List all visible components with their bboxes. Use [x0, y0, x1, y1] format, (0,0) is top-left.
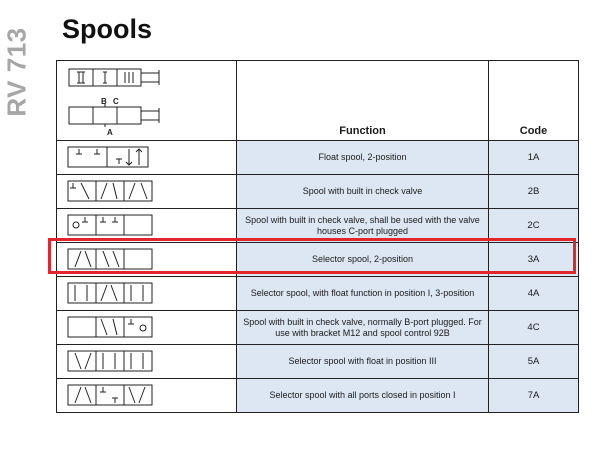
port-label-b: B — [101, 97, 107, 106]
function-cell: Selector spool with all ports closed in position I — [237, 379, 489, 413]
function-column-header: Function — [237, 61, 489, 141]
spool-symbol — [57, 175, 237, 209]
page-title: Spools — [62, 14, 153, 44]
code-cell: 3A — [489, 243, 579, 277]
spool-symbol — [57, 209, 237, 243]
code-column-header: Code — [489, 61, 579, 141]
table-row — [57, 277, 579, 311]
spool-symbol — [57, 311, 237, 345]
function-cell: Selector spool, with float function in position I, 3-position — [237, 277, 489, 311]
side-code-label — [2, 22, 32, 122]
function-cell: Spool with built in check valve, shall be used with the valve houses C-port plugged — [237, 209, 489, 243]
code-cell: 4A — [489, 277, 579, 311]
spool-2c-diagram — [67, 212, 159, 238]
function-cell: Spool with built in check valve, normally B-port plugged. For use with bracket M12 and spool control 92B — [237, 311, 489, 345]
function-cell: Spool with built in check valve — [237, 175, 489, 209]
code-cell: 1A — [489, 141, 579, 175]
spool-7a-diagram — [67, 382, 159, 408]
side-code-text: RV 713 — [1, 27, 32, 117]
table-header-row — [57, 61, 579, 141]
table-row — [57, 141, 579, 175]
spool-5a-diagram — [67, 348, 159, 374]
table-row — [57, 175, 579, 209]
port-label-c: C — [113, 97, 119, 106]
legend-symbol-cell — [57, 61, 237, 141]
table-row — [57, 379, 579, 413]
spool-1a-diagram — [67, 144, 159, 170]
table-row — [57, 345, 579, 379]
port-label-a: A — [107, 128, 113, 137]
code-cell: 2C — [489, 209, 579, 243]
function-cell: Float spool, 2-position — [237, 141, 489, 175]
table-row — [57, 243, 579, 277]
spool-symbol — [57, 277, 237, 311]
code-cell: 7A — [489, 379, 579, 413]
code-cell: 4C — [489, 311, 579, 345]
spool-symbol — [57, 243, 237, 277]
function-cell: Selector spool with float in position III — [237, 345, 489, 379]
spool-4c-diagram — [67, 314, 159, 340]
spool-4a-diagram — [67, 280, 159, 306]
code-cell: 5A — [489, 345, 579, 379]
spool-3a-diagram — [67, 246, 159, 272]
function-cell: Selector spool, 2-position — [237, 243, 489, 277]
code-cell: 2B — [489, 175, 579, 209]
spool-symbol — [57, 345, 237, 379]
spool-2b-diagram — [67, 178, 159, 204]
legend-diagram — [67, 63, 177, 137]
table-row — [57, 311, 579, 345]
table-row — [57, 209, 579, 243]
spools-table — [56, 60, 579, 413]
spool-symbol — [57, 379, 237, 413]
spool-symbol — [57, 141, 237, 175]
